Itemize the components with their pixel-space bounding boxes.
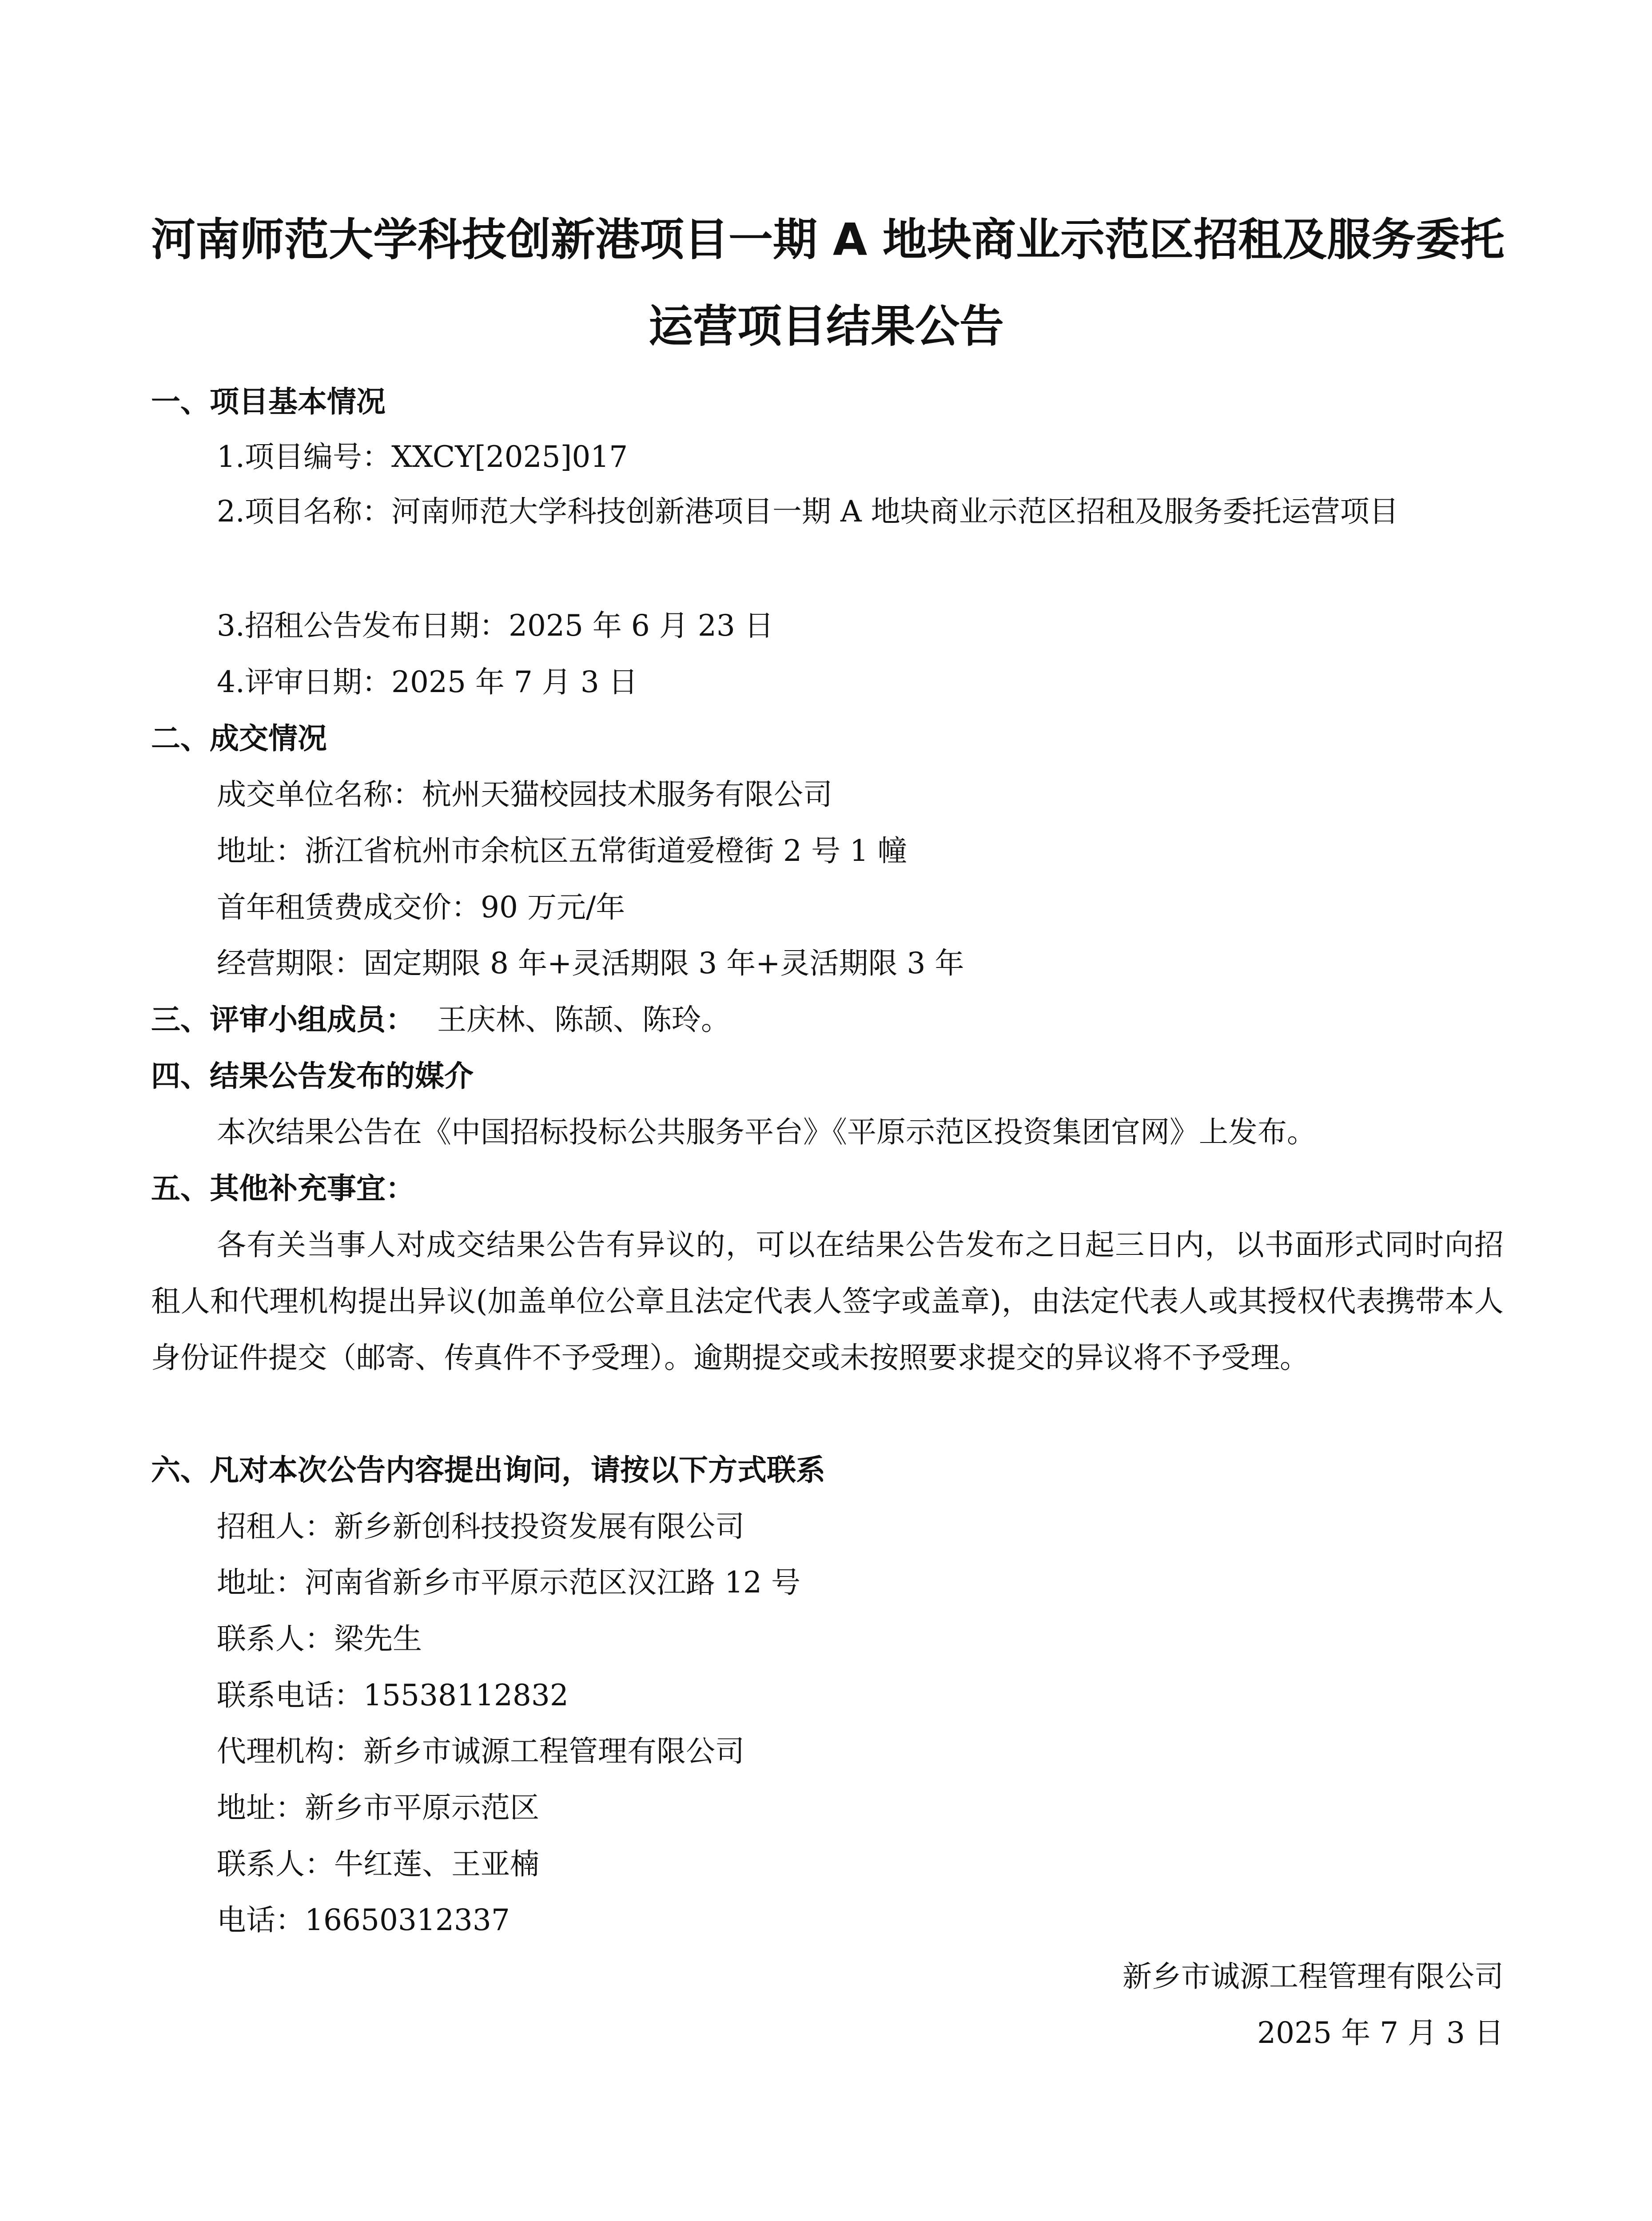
agency-name: 代理机构：新乡市诚源工程管理有限公司 — [217, 1734, 744, 1768]
project-name: 2.项目名称：河南师范大学科技创新港项目一期 A 地块商业示范区招租及服务委托运营项目 — [217, 494, 1399, 529]
operating-term: 经营期限：固定期限 8 年+灵活期限 3 年+灵活期限 3 年 — [217, 946, 964, 980]
first-year-rent: 首年租赁费成交价：90 万元/年 — [217, 890, 625, 924]
lessor-address: 地址：河南省新乡市平原示范区汉江路 12 号 — [217, 1565, 800, 1600]
lessor-phone: 联系电话：15538112832 — [217, 1678, 569, 1712]
winning-company: 成交单位名称：杭州天猫校园技术服务有限公司 — [217, 777, 832, 812]
agency-contact: 联系人：牛红莲、王亚楠 — [217, 1847, 539, 1881]
document-title-line-2: 运营项目结果公告 — [649, 300, 1004, 352]
review-panel-members: 王庆林、陈颉、陈玲。 — [437, 1003, 730, 1037]
winning-company-address: 地址：浙江省杭州市余杭区五常街道爱橙街 2 号 1 幢 — [217, 834, 907, 868]
agency-address: 地址：新乡市平原示范区 — [217, 1791, 539, 1825]
lessor-name: 招租人：新乡新创科技投资发展有限公司 — [217, 1509, 744, 1544]
section-4-heading: 四、结果公告发布的媒介 — [151, 1059, 474, 1093]
section-1-heading: 一、项目基本情况 — [151, 385, 386, 419]
review-date: 4.评审日期：2025 年 7 月 3 日 — [217, 665, 638, 699]
section-3-heading-label: 三、评审小组成员： — [151, 1003, 415, 1037]
section-5-heading: 五、其他补充事宜： — [151, 1171, 415, 1206]
section-3-heading — [151, 1002, 730, 1038]
document-title-line-1: 河南师范大学科技创新港项目一期 A 地块商业示范区招租及服务委托 — [151, 214, 1505, 266]
agency-phone: 电话：16650312337 — [217, 1903, 510, 1937]
project-number: 1.项目编号：XXCY[2025]017 — [217, 440, 628, 474]
lessor-contact: 联系人：梁先生 — [217, 1622, 422, 1656]
section-6-heading: 六、凡对本次公告内容提出询问，请按以下方式联系 — [151, 1453, 825, 1487]
section-2-heading: 二、成交情况 — [151, 721, 327, 756]
issue-date: 2025 年 7 月 3 日 — [1257, 2016, 1504, 2050]
announcement-date: 3.招租公告发布日期：2025 年 6 月 23 日 — [217, 609, 774, 643]
issuer-signature: 新乡市诚源工程管理有限公司 — [1123, 1959, 1504, 1994]
publication-media: 本次结果公告在《中国招标投标公共服务平台》《平原示范区投资集团官网》上发布。 — [217, 1115, 1316, 1149]
objection-notice: 各有关当事人对成交结果公告有异议的，可以在结果公告发布之日起三日内，以书面形式同时向招租人和代理机构提出异议(加盖单位公章且法定代表人签字或盖章)，由法定代表人或其授权代表携带本人身份证件提交（邮寄、传真件不予受理）。逾期提交或未按照要求提交的异议将不予受理。 — [151, 1228, 1504, 1375]
